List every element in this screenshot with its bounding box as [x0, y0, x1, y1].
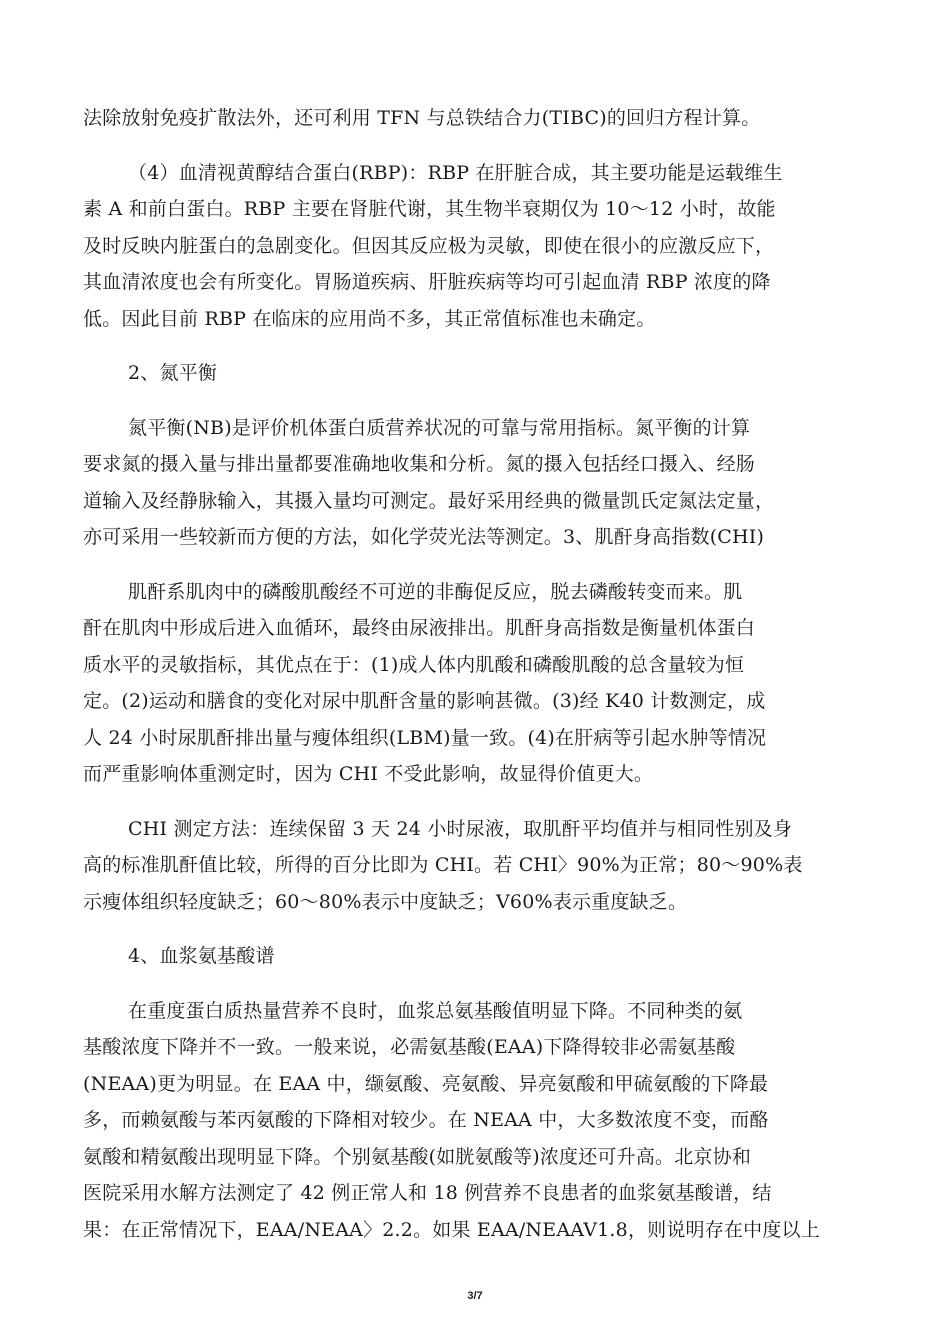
text-line: 基酸浓度下降并不一致。一般来说，必需氨基酸(EAA)下降得较非必需氨基酸 [83, 1036, 736, 1058]
paragraph-tibc-continuation [83, 100, 873, 137]
text-line: 在重度蛋白质热量营养不良时，血浆总氨基酸值明显下降。不同种类的氨 [128, 999, 743, 1022]
text-line: 法除放射免疫扩散法外，还可利用 TFN 与总铁结合力(TIBC)的回归方程计算。 [83, 107, 761, 129]
text-line: 肌酐系肌肉中的磷酸肌酸经不可逆的非酶促反应，脱去磷酸转变而来。肌 [128, 580, 743, 603]
paragraph-creatinine [83, 574, 873, 793]
text-line: 酐在肌肉中形成后进入血循环，最终由尿液排出。肌酐身高指数是衡量机体蛋白 [83, 617, 756, 639]
text-line: 低。因此目前 RBP 在临床的应用尚不多，其正常值标准也未确定。 [83, 307, 656, 330]
text-line: (NEAA)更为明显。在 EAA 中，缬氨酸、亮氨酸、异亮氨酸和甲硫氨酸的下降最 [83, 1072, 769, 1095]
text-line: CHI 测定方法：连续保留 3 天 24 小时尿液，取肌酐平均值并与相同性别及身 [128, 817, 793, 840]
text-line: 氮平衡(NB)是评价机体蛋白质营养状况的可靠与常用指标。氮平衡的计算 [128, 416, 751, 439]
text-line: 示瘦体组织轻度缺乏；60〜80%表示中度缺乏；V60%表示重度缺乏。 [83, 890, 688, 913]
text-line: 要求氮的摄入量与排出量都要准确地收集和分析。氮的摄入包括经口摄入、经肠 [83, 453, 756, 475]
section-heading-amino-acids [83, 938, 873, 975]
text-line: 氨酸和精氨酸出现明显下降。个别氨基酸(如胱氨酸等)浓度还可升高。北京协和 [83, 1145, 752, 1168]
text-line: 及时反映内脏蛋白的急剧变化。但因其反应极为灵敏，即使在很小的应激反应下， [83, 234, 775, 257]
text-line: （4）血清视黄醇结合蛋白(RBP)：RBP 在肝脏合成，其主要功能是运载维生 [128, 161, 783, 184]
paragraph-chi-method [83, 811, 873, 921]
heading-text: 2、氮平衡 [128, 362, 218, 384]
paragraph-nitrogen-balance [83, 410, 873, 556]
text-line: 医院采用水解方法测定了 42 例正常人和 18 例营养不良患者的血浆氨基酸谱，结 [83, 1182, 772, 1204]
text-line: 素 A 和前白蛋白。RBP 主要在肾脏代谢，其生物半衰期仅为 10〜12 小时，故能 [83, 198, 776, 220]
text-line: 多，而赖氨酸与苯丙氨酸的下降相对较少。在 NEAA 中，大多数浓度不变，而酪 [83, 1109, 769, 1131]
text-line: 质水平的灵敏指标，其优点在于：(1)成人体内肌酸和磷酸肌酸的总含量较为恒 [83, 653, 745, 676]
text-line: 高的标准肌酐值比较，所得的百分比即为 CHI。若 CHI〉90%为正常；80〜90%表 [83, 854, 803, 876]
section-heading-nitrogen-balance [83, 355, 873, 392]
document-body [83, 100, 873, 1248]
text-line: 而严重影响体重测定时，因为 CHI 不受此影响，故显得价值更大。 [83, 763, 654, 785]
paragraph-rbp [83, 155, 873, 338]
text-line: 亦可采用一些较新而方便的方法，如化学荧光法等测定。3、肌酐身高指数(CHI) [83, 526, 765, 548]
page-number: 3/7 [467, 1290, 483, 1302]
text-line: 果：在正常情况下，EAA/NEAA〉2.2。如果 EAA/NEAAV1.8，则说明存在中度以上 [83, 1218, 820, 1241]
text-line: 定。(2)运动和膳食的变化对尿中肌酐含量的影响甚微。(3)经 K40 计数测定，成 [83, 690, 766, 712]
heading-text: 4、血浆氨基酸谱 [128, 945, 275, 967]
text-line: 道输入及经静脉输入，其摄入量均可测定。最好采用经典的微量凯氏定氮法定量， [83, 489, 775, 512]
text-line: 人 24 小时尿肌酐排出量与瘦体组织(LBM)量一致。(4)在肝病等引起水肿等情况 [83, 726, 767, 749]
paragraph-amino-acids [83, 993, 873, 1249]
text-line: 其血清浓度也会有所变化。胃肠道疾病、肝脏疾病等均可引起血清 RBP 浓度的降 [83, 271, 771, 293]
